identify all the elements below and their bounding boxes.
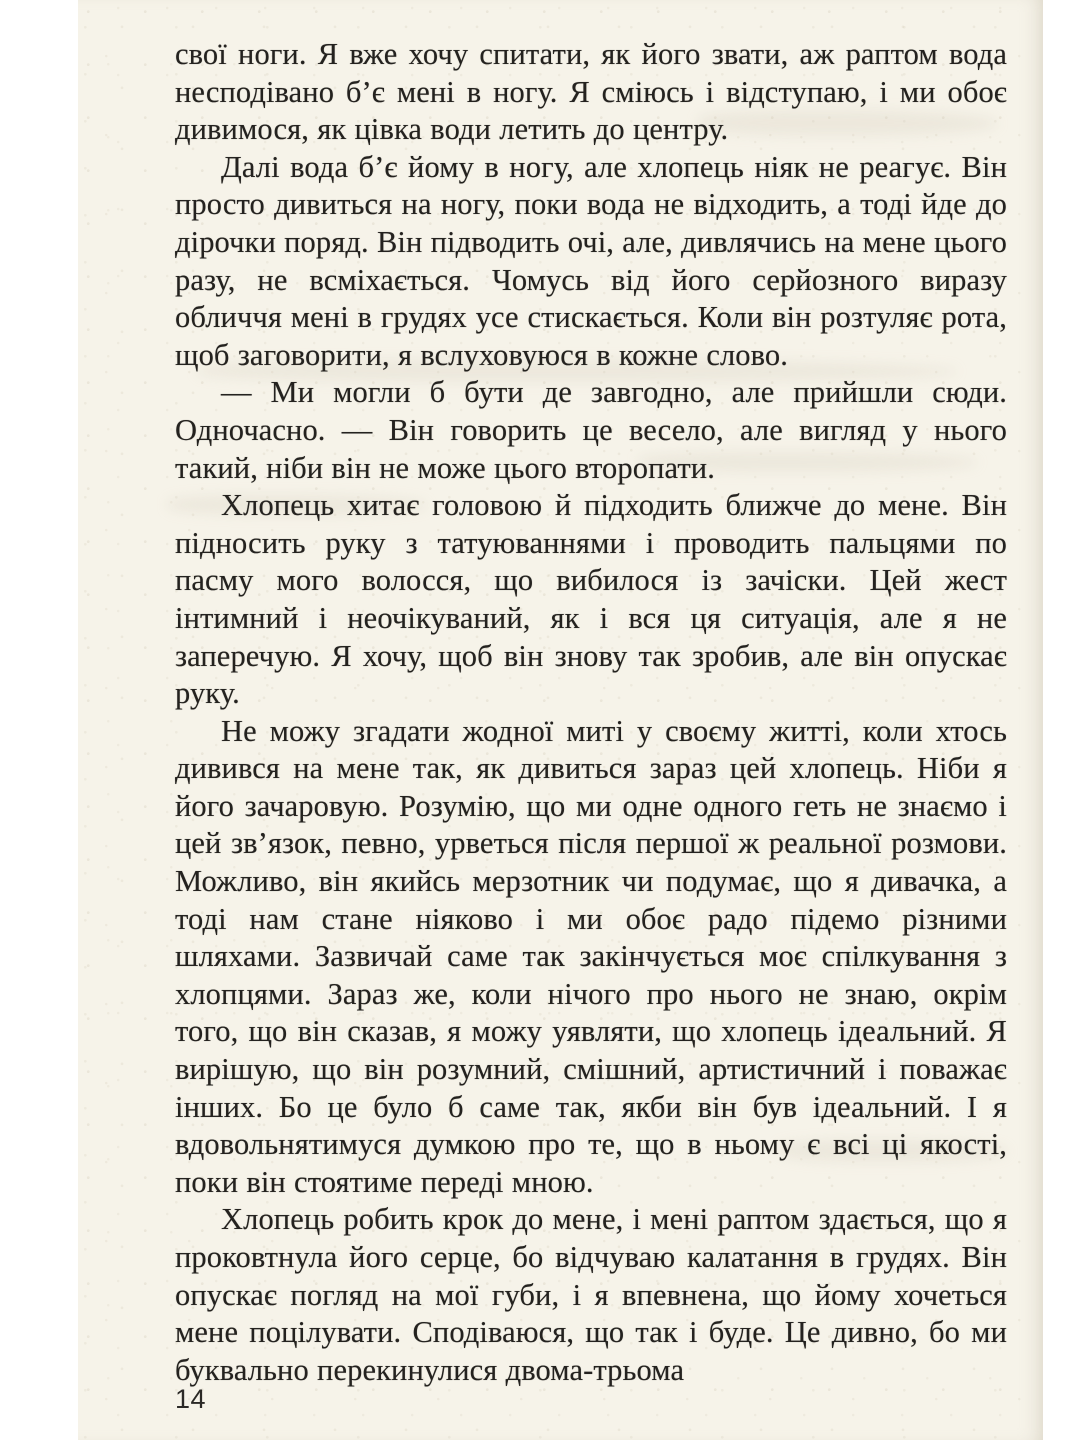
paragraph: Хлопець робить крок до мене, і мені раптом здається, що я проковтнула його серце, бо відчуваю калатання в грудях. Він опускає погляд на мої губи, і я впевнена, що йому хочеться мене поцілувати. Сподіваюся, що так і буде. Це дивно, бо ми буквально перекинулися двома-трьома bbox=[175, 1202, 1007, 1387]
page-text-column bbox=[175, 36, 1007, 1389]
paragraph: Далі вода б’є йому в ногу, але хлопець ніяк не реагує. Він просто дивиться на ногу, поки вода не відходить, а тоді йде до дірочки поряд. Він підводить очі, але, дивлячись на мене цього разу, не всміхається. Чомусь від його серйозного виразу обличчя мені в грудях усе стискається. Коли він розтуляє рота, щоб заговорити, я вслуховуюся в кожне слово. bbox=[175, 149, 1007, 372]
page-number: 14 bbox=[175, 1384, 207, 1414]
paragraph: свої ноги. Я вже хочу спитати, як його звати, аж раптом вода несподівано б’є мені в ногу. Я сміюсь і відступаю, і ми обоє дивимося, як цівка води летить до центру. bbox=[175, 37, 1007, 147]
paragraph: Не можу згадати жодної миті у своєму житті, коли хтось дивився на мене так, як дивиться зараз цей хлопець. Ніби я його зачаровую. Розумію, що ми одне одного геть не знаємо і цей зв’язок, певно, урветься після першої ж реальної розмови. Можливо, він якийсь мерзотник чи подумає, що я дивачка, а тоді нам стане ніяково і ми обоє радо підемо різними шляхами. Зазвичай саме так закінчується моє спілкування з хлопцями. Зараз же, коли нічого про нього не знаю, окрім того, що він сказав, я можу уявляти, що хлопець ідеальний. Я вирішую, що він розумний, смішний, артистичний і поважає інших. Бо це було б саме так, якби він був ідеальний. І я вдовольнятимуся думкою про те, що в ньому є всі ці якості, поки він стоятиме переді мною. bbox=[175, 713, 1007, 1199]
book-page-sheet bbox=[78, 0, 1043, 1440]
paragraph: Хлопець хитає головою й підходить ближче до мене. Він підносить руку з татуюваннями і проводить пальцями по пасму мого волосся, що вибилося із зачіски. Цей жест інтимний і неочікуваний, як і вся ця ситуація, але я не заперечую. Я хочу, щоб він знову так зробив, але він опускає руку. bbox=[175, 488, 1007, 711]
paragraph: — Ми могли б бути де завгодно, але прийшли сюди. Одночасно. — Він говорить це весело, але вигляд у нього такий, ніби він не може цього второпати. bbox=[175, 375, 1007, 485]
